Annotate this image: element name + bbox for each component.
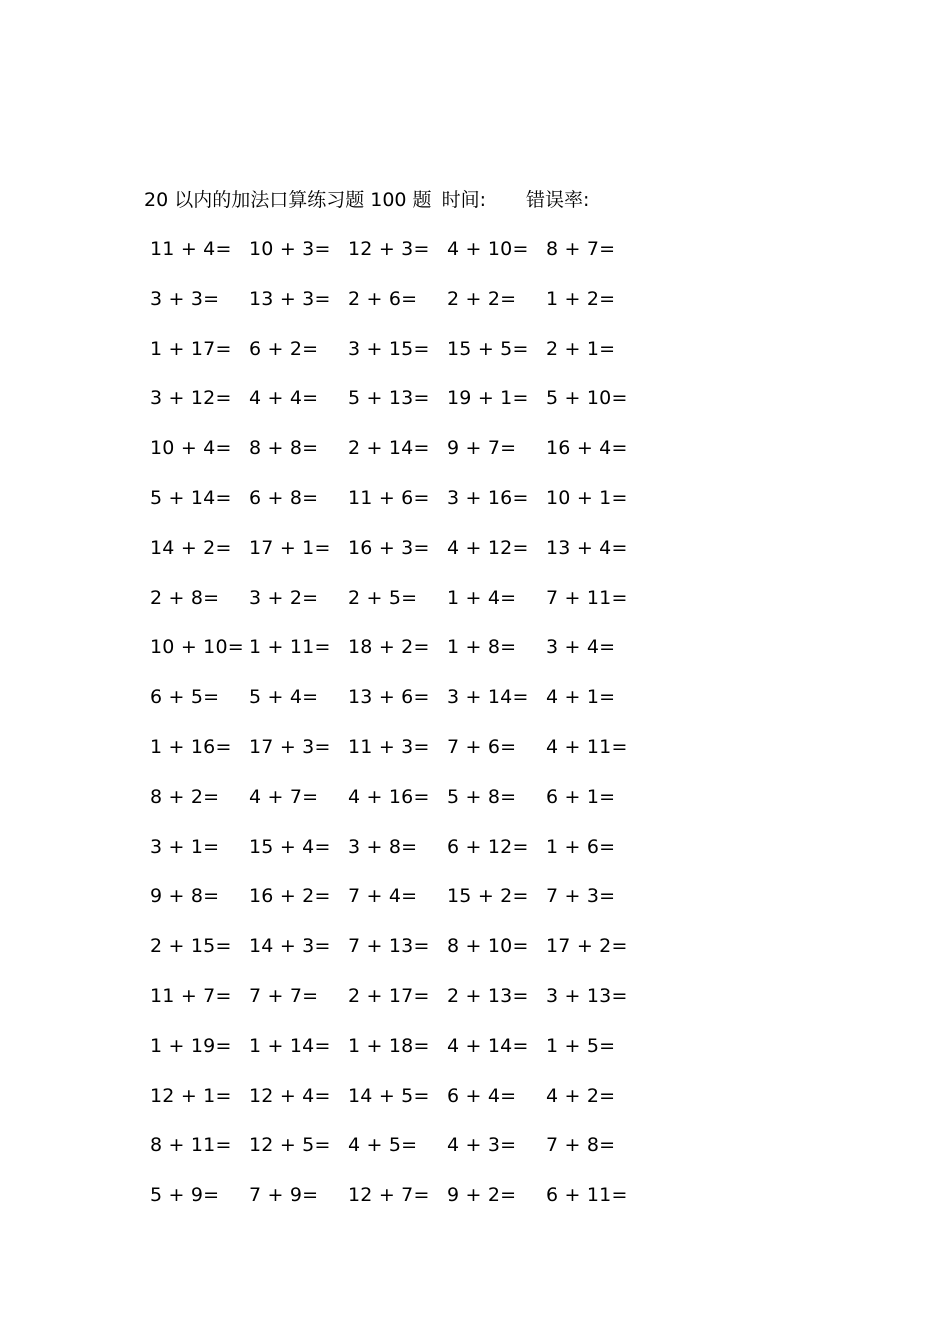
addition-problem: 5 + 14= bbox=[150, 487, 232, 509]
addition-problem: 7 + 7= bbox=[249, 985, 319, 1007]
problem-row bbox=[0, 832, 950, 862]
addition-problem: 2 + 6= bbox=[348, 287, 418, 310]
addition-problem: 4 + 14= bbox=[447, 1034, 529, 1057]
addition-problem: 9 + 8= bbox=[150, 885, 220, 908]
addition-problem: 1 + 6= bbox=[546, 835, 616, 858]
worksheet-title: 20 以内的加法口算练习题 100 题 bbox=[144, 189, 432, 211]
addition-problem: 7 + 8= bbox=[546, 1134, 616, 1157]
addition-problem: 1 + 4= bbox=[447, 586, 517, 609]
addition-problem: 2 + 8= bbox=[150, 586, 220, 609]
addition-problem: 2 + 2= bbox=[447, 287, 517, 310]
addition-problem: 5 + 8= bbox=[447, 785, 517, 808]
addition-problem: 16 + 3= bbox=[348, 536, 430, 559]
addition-problem: 16 + 4= bbox=[546, 437, 628, 460]
addition-problem: 6 + 1= bbox=[546, 785, 616, 808]
problem-row bbox=[0, 284, 950, 314]
addition-problem: 15 + 4= bbox=[249, 835, 331, 858]
addition-problem: 13 + 6= bbox=[348, 686, 430, 709]
addition-problem: 2 + 14= bbox=[348, 437, 430, 460]
addition-problem: 4 + 16= bbox=[348, 785, 430, 808]
addition-problem: 5 + 9= bbox=[150, 1184, 220, 1207]
problem-row bbox=[0, 533, 950, 563]
addition-problem: 2 + 17= bbox=[348, 985, 430, 1007]
addition-problem: 14 + 5= bbox=[348, 1084, 430, 1107]
addition-problem: 12 + 1= bbox=[150, 1084, 232, 1107]
addition-problem: 10 + 1= bbox=[546, 487, 628, 509]
addition-problem: 12 + 5= bbox=[249, 1134, 331, 1157]
addition-problem: 6 + 5= bbox=[150, 686, 220, 709]
addition-problem: 2 + 5= bbox=[348, 586, 418, 609]
addition-problem: 8 + 2= bbox=[150, 785, 220, 808]
problem-row bbox=[0, 732, 950, 762]
problem-row bbox=[0, 782, 950, 812]
addition-problem: 8 + 7= bbox=[546, 238, 616, 260]
problem-row bbox=[0, 981, 950, 1011]
addition-problem: 1 + 5= bbox=[546, 1034, 616, 1057]
addition-problem: 11 + 7= bbox=[150, 985, 232, 1007]
addition-problem: 7 + 9= bbox=[249, 1184, 319, 1207]
addition-problem: 7 + 3= bbox=[546, 885, 616, 908]
problem-row bbox=[0, 1180, 950, 1210]
problem-row bbox=[0, 583, 950, 613]
addition-problem: 15 + 2= bbox=[447, 885, 529, 908]
addition-problem: 3 + 12= bbox=[150, 387, 232, 410]
addition-problem: 19 + 1= bbox=[447, 387, 529, 410]
problem-row bbox=[0, 234, 950, 264]
problem-row bbox=[0, 1130, 950, 1160]
problem-row bbox=[0, 682, 950, 712]
problem-row bbox=[0, 483, 950, 513]
addition-problem: 9 + 2= bbox=[447, 1184, 517, 1207]
addition-problem: 13 + 4= bbox=[546, 536, 628, 559]
addition-problem: 17 + 1= bbox=[249, 536, 331, 559]
addition-problem: 10 + 3= bbox=[249, 238, 331, 260]
addition-problem: 1 + 17= bbox=[150, 337, 232, 360]
addition-problem: 2 + 15= bbox=[150, 935, 232, 958]
addition-problem: 4 + 2= bbox=[546, 1084, 616, 1107]
addition-problem: 13 + 3= bbox=[249, 287, 331, 310]
addition-problem: 1 + 19= bbox=[150, 1034, 232, 1057]
addition-problem: 4 + 5= bbox=[348, 1134, 418, 1157]
addition-problem: 11 + 3= bbox=[348, 736, 430, 758]
addition-problem: 6 + 12= bbox=[447, 835, 529, 858]
addition-problem: 5 + 10= bbox=[546, 387, 628, 410]
addition-problem: 3 + 14= bbox=[447, 686, 529, 709]
addition-problem: 4 + 10= bbox=[447, 238, 529, 260]
addition-problem: 3 + 2= bbox=[249, 586, 319, 609]
addition-problem: 1 + 8= bbox=[447, 636, 517, 659]
addition-problem: 1 + 14= bbox=[249, 1034, 331, 1057]
addition-problem: 2 + 13= bbox=[447, 985, 529, 1007]
addition-problem: 4 + 3= bbox=[447, 1134, 517, 1157]
addition-problem: 12 + 4= bbox=[249, 1084, 331, 1107]
addition-problem: 12 + 7= bbox=[348, 1184, 430, 1207]
addition-problem: 9 + 7= bbox=[447, 437, 517, 460]
addition-problem: 15 + 5= bbox=[447, 337, 529, 360]
addition-problem: 1 + 16= bbox=[150, 736, 232, 758]
addition-problem: 11 + 4= bbox=[150, 238, 232, 260]
addition-problem: 7 + 6= bbox=[447, 736, 517, 758]
addition-problem: 4 + 11= bbox=[546, 736, 628, 758]
addition-problem: 3 + 8= bbox=[348, 835, 418, 858]
problem-row bbox=[0, 881, 950, 911]
addition-problem: 3 + 13= bbox=[546, 985, 628, 1007]
problem-row bbox=[0, 334, 950, 364]
addition-problem: 3 + 4= bbox=[546, 636, 616, 659]
problem-row bbox=[0, 383, 950, 413]
addition-problem: 4 + 7= bbox=[249, 785, 319, 808]
addition-problem: 8 + 10= bbox=[447, 935, 529, 958]
addition-problem: 2 + 1= bbox=[546, 337, 616, 360]
addition-problem: 1 + 18= bbox=[348, 1034, 430, 1057]
addition-problem: 8 + 11= bbox=[150, 1134, 232, 1157]
addition-problem: 4 + 4= bbox=[249, 387, 319, 410]
addition-problem: 3 + 15= bbox=[348, 337, 430, 360]
addition-problem: 5 + 4= bbox=[249, 686, 319, 709]
addition-problem: 1 + 11= bbox=[249, 636, 331, 659]
addition-problem: 7 + 4= bbox=[348, 885, 418, 908]
addition-problem: 8 + 8= bbox=[249, 437, 319, 460]
problem-row bbox=[0, 931, 950, 961]
time-label: 时间: bbox=[441, 189, 486, 211]
addition-problem: 17 + 2= bbox=[546, 935, 628, 958]
addition-problem: 16 + 2= bbox=[249, 885, 331, 908]
addition-problem: 18 + 2= bbox=[348, 636, 430, 659]
problem-row bbox=[0, 1081, 950, 1111]
problem-row bbox=[0, 1031, 950, 1061]
problem-row bbox=[0, 433, 950, 463]
addition-problem: 7 + 13= bbox=[348, 935, 430, 958]
addition-problem: 4 + 12= bbox=[447, 536, 529, 559]
addition-problem: 14 + 2= bbox=[150, 536, 232, 559]
addition-problem: 6 + 4= bbox=[447, 1084, 517, 1107]
error-rate-label: 错误率: bbox=[525, 189, 590, 211]
addition-problem: 10 + 4= bbox=[150, 437, 232, 460]
addition-problem: 5 + 13= bbox=[348, 387, 430, 410]
addition-problem: 6 + 2= bbox=[249, 337, 319, 360]
addition-problem: 6 + 11= bbox=[546, 1184, 628, 1207]
addition-problem: 17 + 3= bbox=[249, 736, 331, 758]
addition-problem: 6 + 8= bbox=[249, 487, 319, 509]
addition-problem: 1 + 2= bbox=[546, 287, 616, 310]
addition-problem: 3 + 16= bbox=[447, 487, 529, 509]
addition-problem: 3 + 1= bbox=[150, 835, 220, 858]
addition-problem: 11 + 6= bbox=[348, 487, 430, 509]
addition-problem: 3 + 3= bbox=[150, 287, 220, 310]
problem-row bbox=[0, 632, 950, 662]
addition-problem: 12 + 3= bbox=[348, 238, 430, 260]
addition-problem: 10 + 10= bbox=[150, 636, 244, 659]
addition-problem: 4 + 1= bbox=[546, 686, 616, 709]
addition-problem: 14 + 3= bbox=[249, 935, 331, 958]
addition-problem: 7 + 11= bbox=[546, 586, 628, 609]
